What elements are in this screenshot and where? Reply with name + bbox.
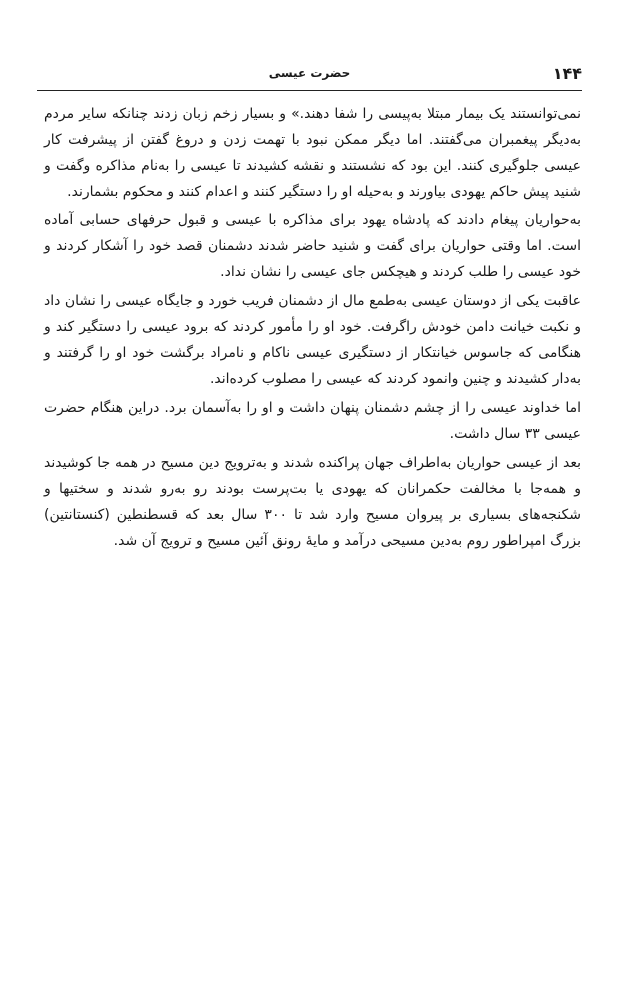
paragraph: به‌حواریان پیغام دادند که پادشاه یهود برای مذاکره با عیسی و قبول حرفهای حسابی آماده است. اما وقتی حواریان برای گفت و شنید حاضر شدند دشمنان قصد خود را آشکار کردند و خود عیسی را طلب کردند و هیچکس جای عیسی را نشان نداد. xyxy=(44,212,581,280)
paragraph: نمی‌توانستند یک بیمار مبتلا به‌پیسی را شفا دهند.» و بسیار زخم زبان زدند چنانکه سایر مردم به‌دیگر پیغمبران می‌گفتند. اما دیگر ممکن نبود با تهمت زدن و دروغ گفتن از پیشرفت کار عیسی جلوگیری کنند. این بود که نشستند و نقشه کشیدند تا عیسی را به‌نام مذاکره وگفت و شنید پیش حاکم یهودی بیاورند و به‌حیله او را دستگیر کنند و اعدام کنند و محکوم بشمارند. xyxy=(44,106,581,200)
page-header xyxy=(37,62,582,88)
page-number: ۱۴۴ xyxy=(552,64,582,83)
page-body xyxy=(44,101,581,557)
paragraph: بعد از عیسی حواریان به‌اطراف جهان پراکنده شدند و به‌ترویج دین مسیح در همه جا کوشیدند و همه‌جا با مخالفت حکمرانان که یهودی یا بت‌پرست بودند رو به‌رو شدند و سختیها و شکنجه‌های بسیاری بر پیروان مسیح وارد شد تا ۳۰۰ سال بعد که قسطنطین (کنستانتین) بزرگ امپراطور روم به‌دین مسیحی درآمد و مایهٔ رونق آئین مسیح و ترویج آن شد. xyxy=(44,455,581,549)
paragraph: اما خداوند عیسی را از چشم دشمنان پنهان داشت و او را به‌آسمان برد. دراین هنگام حضرت عیسی ۳۳ سال داشت. xyxy=(44,400,581,442)
paragraph: عاقبت یکی از دوستان عیسی به‌طمع مال از دشمنان فریب خورد و جایگاه عیسی را نشان داد و نکبت خیانت دامن خودش راگرفت. خود او را مأمور کردند که برود عیسی را دستگیر کند و هنگامی که جاسوس خیانتکار از دستگیری عیسی ناکام و نامراد برگشت خود او را گرفتند و به‌دار کشیدند و چنین وانمود کردند که عیسی را مصلوب کرده‌اند. xyxy=(44,293,581,387)
header-rule xyxy=(37,90,582,91)
running-title: حضرت عیسی xyxy=(268,66,351,80)
